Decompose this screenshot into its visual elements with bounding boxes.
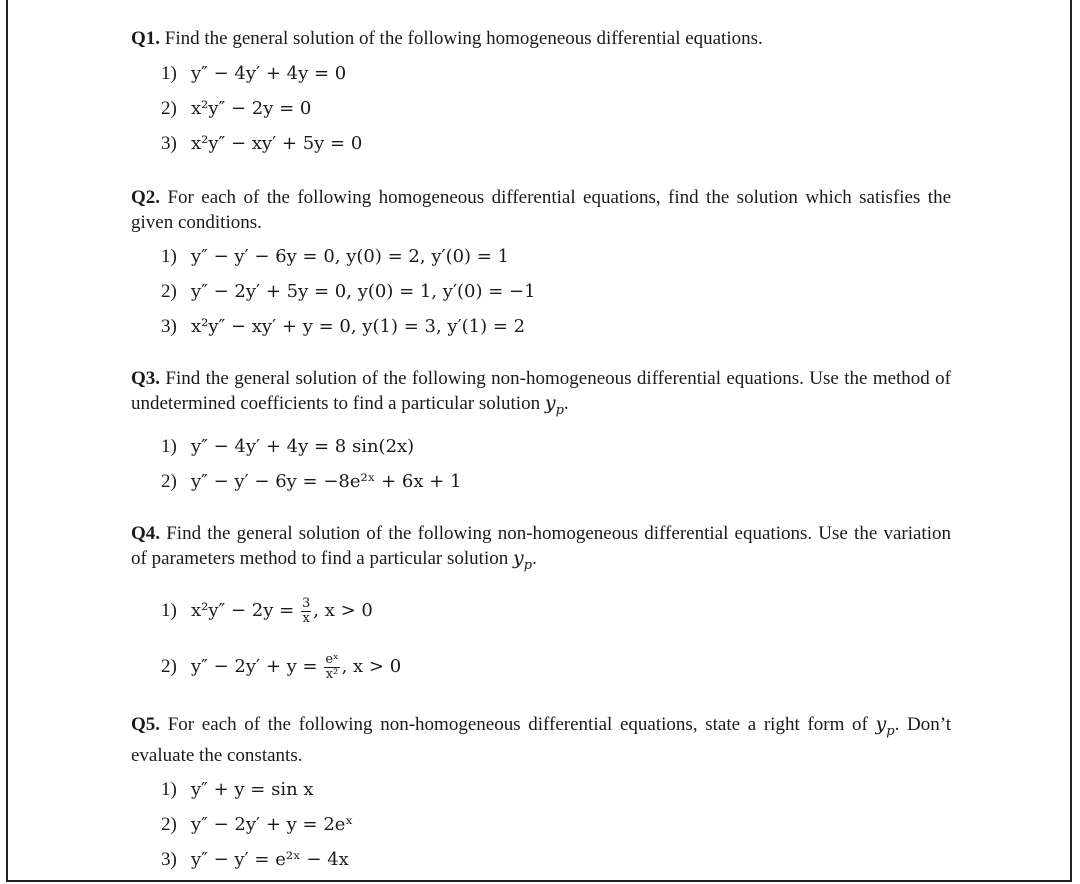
denominator: x [302,610,310,626]
particular-solution-symbol: $y_p$ [544,392,564,418]
question-note: Don’t evaluate the constants. [131,713,952,767]
question-label: Q4. [131,522,161,544]
list-item [161,464,951,499]
equation: y″ − 2y′ + y = 2eˣ [191,814,354,836]
item-number: 2) [161,814,177,836]
question-label: Q2. [131,187,161,208]
equation: y″ − y′ − 6y = 0, y(0) = 2, y′(0) = 1 [191,246,510,267]
equation: y″ − y′ − 6y = −8e²ˣ + 6x + 1 [191,470,462,492]
item-number: 1) [161,779,177,801]
question-label: Q3. [131,368,161,389]
list-item [161,644,951,690]
question-5-items [131,772,951,877]
equation: x²y″ − xy′ + y = 0, y(1) = 3, y′(1) = 2 [191,316,526,337]
question-3-items [131,429,951,499]
list-item [161,56,951,91]
question-2 [131,185,951,235]
item-number: 3) [161,133,177,154]
list-item [161,91,951,126]
question-2-items [131,239,951,344]
fraction [301,597,311,626]
denominator: x² [325,666,339,682]
equation: x²y″ − 2y = 0 [191,98,312,119]
question-3: Q3. Find the general solution of the following non-homogeneous differential equations. Use the method of undetermined coefficients to find a particular solution $y_p$. [131,368,952,418]
particular-solution-symbol: $y_p$ [513,546,533,573]
question-1 [131,26,951,50]
item-number: 1) [161,435,177,457]
question-4: Q4. Find the general solution of the following non-homogeneous differential equations. Use the variation of parameters method to find a particular solution $y_p$. [131,522,951,573]
numerator: eˣ [325,651,339,667]
question-text: Find the general solution of the following homogeneous differential equations. [164,28,763,49]
list-item [161,429,951,464]
list-item [161,126,951,161]
item-number: 2) [161,655,177,677]
equation-lhs: x²y″ − 2y = [191,599,295,621]
list-item [161,274,951,309]
particular-solution-symbol: $y_p$ [875,712,895,739]
question-text: For each of the following non-homogeneous differential equations, state a right form of [167,713,868,735]
equation: y″ − 4y′ + 4y = 8 sin(2x) [191,435,415,457]
question-4-items [131,588,951,690]
item-number: 3) [161,849,177,871]
question-text: Find the general solution of the following non-homogeneous differential equations. Use the variation of parameters method to find a particular solution [131,522,951,569]
question-5: Q5. For each of the following non-homogeneous differential equations, state a right form of $y_p$. Don’t evaluate the constants. [131,712,952,767]
question-text: Find the general solution of the following non-homogeneous differential equations. Use the method of undetermined coefficients to find a particular solution [131,368,952,414]
list-item [161,842,951,877]
item-number: 2) [161,470,177,492]
item-number: 1) [161,599,177,621]
question-1-items [131,56,951,161]
item-number: 2) [161,98,177,119]
question-label: Q5. [131,713,161,735]
equation: y″ + y = sin x [191,779,314,801]
list-item [161,239,951,274]
item-number: 1) [161,246,177,267]
equation-rhs: , x > 0 [313,599,373,621]
list-item [161,588,951,634]
item-number: 3) [161,316,177,337]
item-number: 2) [161,281,177,302]
fraction [324,653,339,682]
list-item [161,807,951,842]
list-item [161,309,951,344]
list-item [161,772,951,807]
equation: y″ − y′ = e²ˣ − 4x [191,849,349,871]
question-label: Q1. [131,28,161,49]
equation-rhs: , x > 0 [341,655,402,677]
item-number: 1) [161,63,177,84]
equation: y″ − 4y′ + 4y = 0 [191,63,347,84]
equation-lhs: y″ − 2y′ + y = [191,655,318,677]
question-text: For each of the following homogeneous differential equations, find the solution which satisfies the given conditions. [131,187,952,233]
equation: y″ − 2y′ + 5y = 0, y(0) = 1, y′(0) = −1 [191,281,536,302]
equation: x²y″ − xy′ + 5y = 0 [191,133,363,154]
numerator: 3 [301,595,311,611]
problem-sheet [131,26,951,877]
